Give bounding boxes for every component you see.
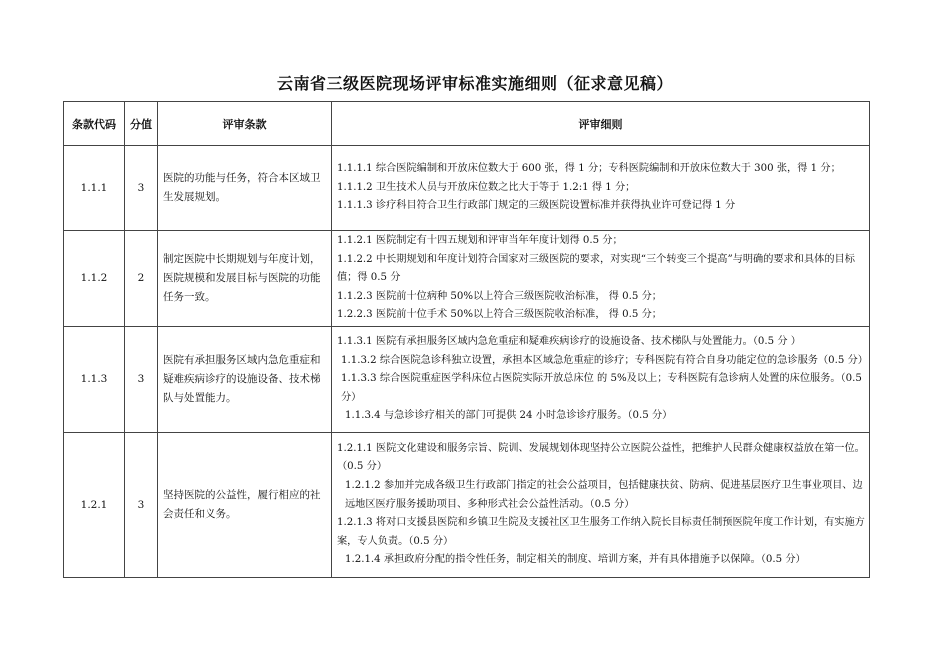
header-code: 条款代码: [64, 102, 125, 146]
header-score: 分值: [125, 102, 158, 146]
row-detail: [332, 231, 870, 327]
detail-line: 1.1.2.1 医院制定有十四五规划和评审当年年度计划得 0.5 分；: [337, 235, 623, 246]
row-item: 坚持医院的公益性，履行相应的社会责任和义务。: [158, 432, 332, 577]
row-item: 医院有承担服务区域内急危重症和疑难疾病诊疗的设施设备、技术梯队与处置能力。: [158, 326, 332, 432]
detail-line: 1.2.1.3 将对口支援县医院和乡镇卫生院及支援社区卫生服务工作纳入院长目标责任制预医院年度工作计划，有实施方案，专人负责。（0.5 分）: [337, 517, 865, 547]
table-row: [64, 432, 870, 577]
detail-line: 1.2.1.1 医院文化建设和服务宗旨、院训、发展规划体现坚持公立医院公益性，把维护人民群众健康权益放在第一位。（0.5 分）: [337, 442, 865, 473]
row-score: 3: [125, 146, 158, 231]
detail-line: 1.1.2.2 中长期规划和年度计划符合国家对三级医院的要求，对实现“三个转变三个提高”与明确的要求和具体的目标值；得 0.5 分: [337, 253, 855, 284]
detail-line: 1.1.1.2 卫生技术人员与开放床位数之比大于等于 1.2:1 得 1 分；: [337, 181, 636, 193]
row-code: 1.1.3: [64, 326, 125, 432]
header-detail: 评审细则: [332, 102, 870, 146]
table-row: [64, 326, 870, 432]
row-item: 医院的功能与任务，符合本区域卫生发展规划。: [158, 146, 332, 231]
row-detail: [332, 432, 870, 577]
detail-line: 1.1.1.3 诊疗科目符合卫生行政部门规定的三级医院设置标准并获得执业许可登记得 1 分: [337, 200, 736, 212]
detail-line: 1.1.2.3 医院前十位病种 50%以上符合三级医院收治标准， 得 0.5 分；: [337, 290, 662, 302]
detail-line: 1.1.3.3 综合医院重症医学科床位占医院实际开放总床位 的 5%及以上；专科医院有急诊病人处置的床位服务。（0.5 分）: [341, 373, 862, 403]
detail-line: 1.1.1.1 综合医院编制和开放床位数大于 600 张，得 1 分；专科医院编制和开放床位数大于 300 张，得 1 分；: [337, 163, 841, 175]
table-row: [64, 146, 870, 231]
detail-line: 1.1.3.4 与急诊诊疗相关的部门可提供 24 小时急诊诊疗服务。（0.5 分）: [345, 410, 673, 422]
table-header-row: [64, 102, 870, 146]
row-item: 制定医院中长期规划与年度计划，医院规模和发展目标与医院的功能任务一致。: [158, 231, 332, 327]
row-detail: [332, 326, 870, 432]
table-row: [64, 231, 870, 327]
row-code: 1.1.2: [64, 231, 125, 327]
detail-line: 1.1.3.1 医院有承担服务区域内急危重症和疑难疾病诊疗的设施设备、技术梯队与处置能力。（0.5 分 ）: [337, 335, 801, 347]
header-item: 评审条款: [158, 102, 332, 146]
row-score: 3: [125, 326, 158, 432]
detail-line: 1.2.2.3 医院前十位手术 50%以上符合三级医院收治标准， 得 0.5 分；: [337, 309, 662, 321]
criteria-table: [63, 101, 870, 578]
row-code: 1.2.1: [64, 432, 125, 577]
row-score: 2: [125, 231, 158, 327]
row-detail: [332, 146, 870, 231]
page-title: 云南省三级医院现场评审标准实施细则（征求意见稿）: [276, 74, 673, 93]
detail-line: 1.2.1.2 参加并完成各级卫生行政部门指定的社会公益项目，包括健康扶贫、防病、促进基层医疗卫生事业项目、边远地区医疗服务援助项目、多种形式社会公益性活动。（0.5 分）: [345, 480, 863, 510]
detail-line: 1.1.3.2 综合医院急诊科独立设置，承担本区域急危重症的诊疗；专科医院有符合自身功能定位的急诊服务（0.5 分）: [341, 354, 868, 366]
row-code: 1.1.1: [64, 146, 125, 231]
detail-line: 1.2.1.4 承担政府分配的指令性任务，制定相关的制度、培训方案，并有具体措施予以保障。（0.5 分）: [345, 554, 806, 566]
row-score: 3: [125, 432, 158, 577]
